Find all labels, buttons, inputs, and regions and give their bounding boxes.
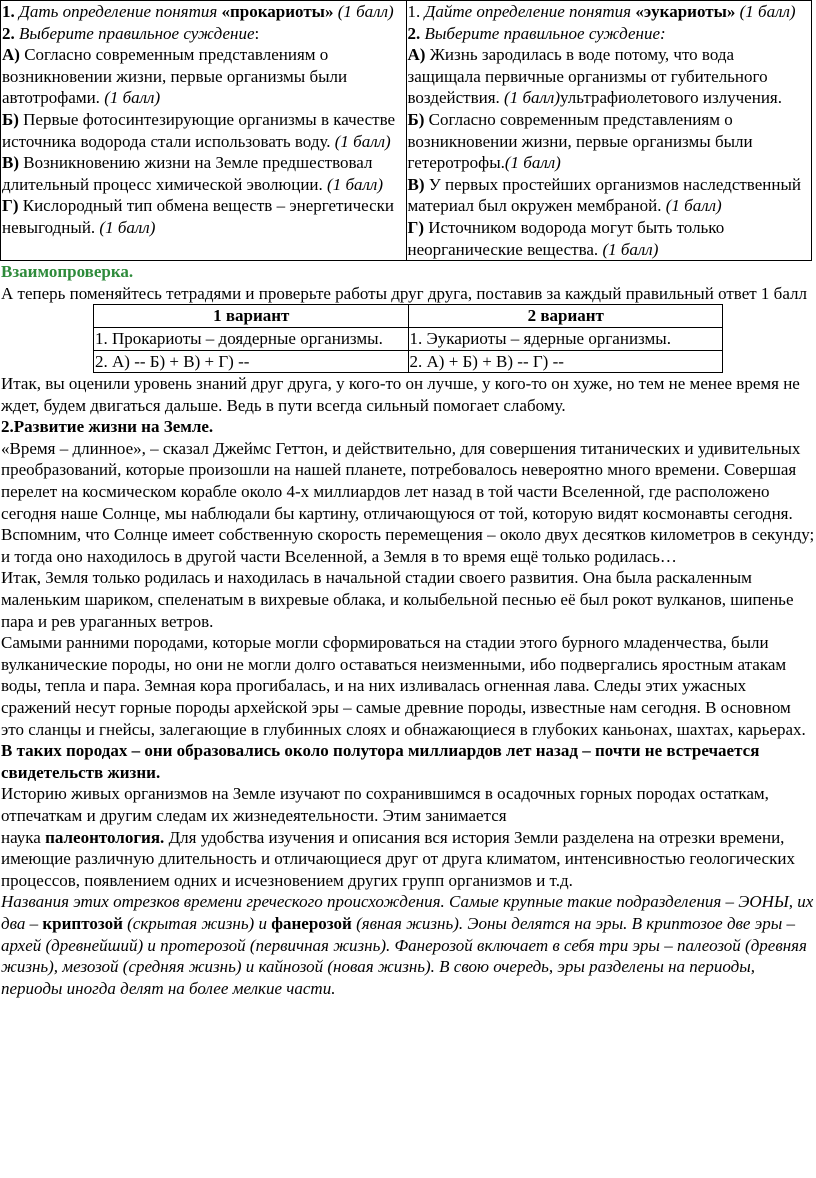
option-tail-text: ультрафиолетового излучения.: [559, 88, 782, 108]
italic-paragraph: [0, 891, 816, 999]
score-label: (1 балл): [99, 217, 156, 237]
option-letter: Г): [2, 196, 19, 216]
option-text: Согласно современным представлениям о возникновении жизни, первые организмы были гетеротрофы.: [407, 109, 753, 173]
variant-2-option-a: [408, 44, 812, 109]
question-number: 2.: [2, 23, 15, 43]
variant-2-option-b: [408, 109, 812, 174]
question-text: Дайте определение понятия: [424, 2, 636, 21]
question-text: Дать определение понятия: [19, 2, 222, 21]
body-paragraph: Самыми ранними породами, которые могли сформироваться на стадии этого бурного младенчества, были вулканические породы, но они не могли долго оставаться неизменными, ибо подвергались яростным атакам воды, тепла и пара. Земная кора прогибалась, и на них изливалась огненная лава. Следы этих ужасных сражений несут горные породы архейской эры – самые древние породы, известные нам сегодня. В основном это сланцы и гнейсы, залегающие в глубинных слоях и обнажающиеся в глубоких каньонах, шахтах, карьерах.: [1, 633, 806, 739]
question-text: Выберите правильное суждение:: [424, 23, 666, 43]
paragraph-text: наука: [1, 827, 46, 847]
score-label: (1 балл): [602, 239, 659, 259]
score-label: (1 балл): [504, 88, 560, 108]
body-paragraph: «Время – длинное», – сказал Джеймс Геттон, и действительно, для совершения титанических и удивительных преобразований, которые произошли на нашей планете, потребовалось невероятно много времени. Совершая перелет на космическом корабле около 4-х миллиардов лет назад в той части Вселенной, где расположено сегодня наше Солнце, мы наблюдали бы картину, отличающуюся от той, которую видят космонавты сегодня. Вспомним, что Солнце имеет собственную скорость перемещения – около двух десятков километров в секунду; и тогда оно находилось в другой части Вселенной, а Земля в то время ещё только родилась…: [1, 438, 815, 566]
score-label: (1 балл): [327, 174, 383, 194]
paragraph-text: (скрытая жизнь) и: [122, 913, 272, 933]
table-row: [94, 327, 723, 350]
answer-cell: 1. Прокариоты – доядерные организмы.: [94, 327, 409, 350]
section-heading: 2.Развитие жизни на Земле.: [1, 417, 214, 437]
body-paragraph: Итак, Земля только родилась и находилась в начальной стадии своего развития. Она была раскаленным маленьким шариком, спеленатым в вихревые облака, и колыбельной песнью её был рокот вулканов, шипенье пара и рев ураганных ветров.: [1, 568, 794, 631]
table-row: [94, 350, 723, 373]
question-number: 1.: [2, 2, 15, 21]
variant-1-option-b: [2, 109, 406, 152]
option-text: Кислородный тип обмена веществ – энергетически невыгодный.: [2, 196, 394, 237]
peer-review-heading: Взаимопроверка.: [1, 262, 134, 282]
answers-header-variant-1: 1 вариант: [94, 305, 409, 328]
paragraph-text: (явная жизнь). Эоны делятся на эры. В криптозое две эры – архей (древнейший) и протерозой (первичная жизнь). Фанерозой включает в себя три эры – палеозой (древняя жизнь), мезозой (средняя жизнь) и кайнозой (новая жизнь). В свою очередь, эры разделены на периоды, периоды иногда делят на более мелкие части.: [1, 913, 807, 998]
paragraph-text: Для удобства изучения и описания вся история Земли разделена на отрезки времени, имеющие различную длительность и отличающиеся друг от друга климатом, интенсивностью геологических процессов, появлением одних и исчезновением других групп организмов и т.д.: [1, 827, 795, 890]
answer-cell: 1. Эукариоты – ядерные организмы.: [408, 327, 723, 350]
variant-1-question-2: [2, 23, 406, 45]
key-term: криптозой: [42, 913, 123, 933]
variant-1-option-v: [2, 152, 406, 195]
variant-1-question-1: [2, 1, 406, 23]
score-label: (1 балл): [739, 2, 796, 21]
answer-cell: 2. А) + Б) + В) -- Г) --: [408, 350, 723, 373]
body-paragraph: [0, 783, 816, 891]
answers-wrapper: [0, 304, 816, 373]
option-text: Первые фотосинтезирующие организмы в качестве источника водорода стали использовать воду.: [2, 109, 396, 151]
question-term: «прокариоты»: [221, 2, 334, 21]
score-label: (1 балл): [504, 153, 561, 173]
question-text: Выберите правильное суждение: [19, 23, 255, 43]
question-number: 1.: [407, 2, 421, 21]
score-label: (1 балл): [665, 196, 722, 216]
option-text: Жизнь зародилась в воде потому, что вода защищала первичные организмы от губительного воздействия.: [407, 45, 768, 108]
variant-2-option-v: [408, 174, 812, 217]
variant-2-option-g: [408, 217, 812, 260]
option-letter: Б): [2, 109, 19, 129]
variant-2-question-1: [408, 1, 812, 23]
task-table-row: [1, 1, 812, 261]
score-label: (1 балл): [337, 2, 394, 21]
score-label: (1 балл): [104, 88, 161, 108]
task-table: [0, 0, 812, 261]
option-text: Согласно современным представлениям о возникновении жизни, первые организмы были автотрофами.: [2, 45, 348, 108]
bold-paragraph: В таких породах – они образовались около полутора миллиардов лет назад – почти не встречается свидетельств жизни.: [1, 741, 760, 782]
answers-header-variant-2: 2 вариант: [408, 305, 723, 328]
question-colon: :: [254, 23, 260, 43]
answers-header-row: [94, 305, 723, 328]
question-term: «эукариоты»: [635, 2, 736, 21]
variant-1-cell: [1, 1, 407, 261]
option-letter: Г): [407, 217, 424, 237]
key-term: палеонтология.: [45, 827, 165, 847]
variant-1-option-g: [2, 195, 406, 238]
answers-table: [93, 304, 723, 373]
score-label: (1 балл): [334, 131, 391, 151]
option-letter: Б): [407, 109, 425, 129]
option-text: У первых простейших организмов наследственный материал был окружен мембраной.: [407, 174, 801, 216]
variant-2-question-2: [408, 23, 812, 45]
variant-2-cell: [406, 1, 812, 261]
option-letter: А): [407, 45, 426, 65]
key-term: фанерозой: [271, 913, 352, 933]
option-text: Возникновению жизни на Земле предшествовал длительный процесс химической эволюции.: [2, 153, 373, 194]
paragraph-text: Историю живых организмов на Земле изучают по сохранившимся в осадочных горных породах остаткам, отпечаткам и другим следам их жизнедеятельности. Этим занимается: [1, 784, 769, 825]
option-letter: А): [2, 45, 20, 65]
peer-review-instruction: А теперь поменяйтесь тетрадями и проверьте работы друг друга, поставив за каждый правильный ответ 1 балл: [1, 283, 807, 303]
summary-paragraph: Итак, вы оценили уровень знаний друг друга, у кого-то он лучше, у кого-то он хуже, но тем не менее время не ждет, будем двигаться дальше. Ведь в пути всегда сильный помогает слабому.: [1, 374, 800, 415]
option-letter: В): [407, 174, 425, 194]
option-text: Источником водорода могут быть только неорганические вещества.: [407, 217, 725, 259]
answer-cell: 2. А) -- Б) + В) + Г) --: [94, 350, 409, 373]
option-letter: В): [2, 153, 19, 173]
question-number: 2.: [407, 23, 421, 43]
paragraph-text: Названия этих отрезков времени греческого происхождения. Самые крупные такие подразделения – ЭОНЫ, их два –: [1, 892, 814, 933]
variant-1-option-a: [2, 44, 406, 109]
